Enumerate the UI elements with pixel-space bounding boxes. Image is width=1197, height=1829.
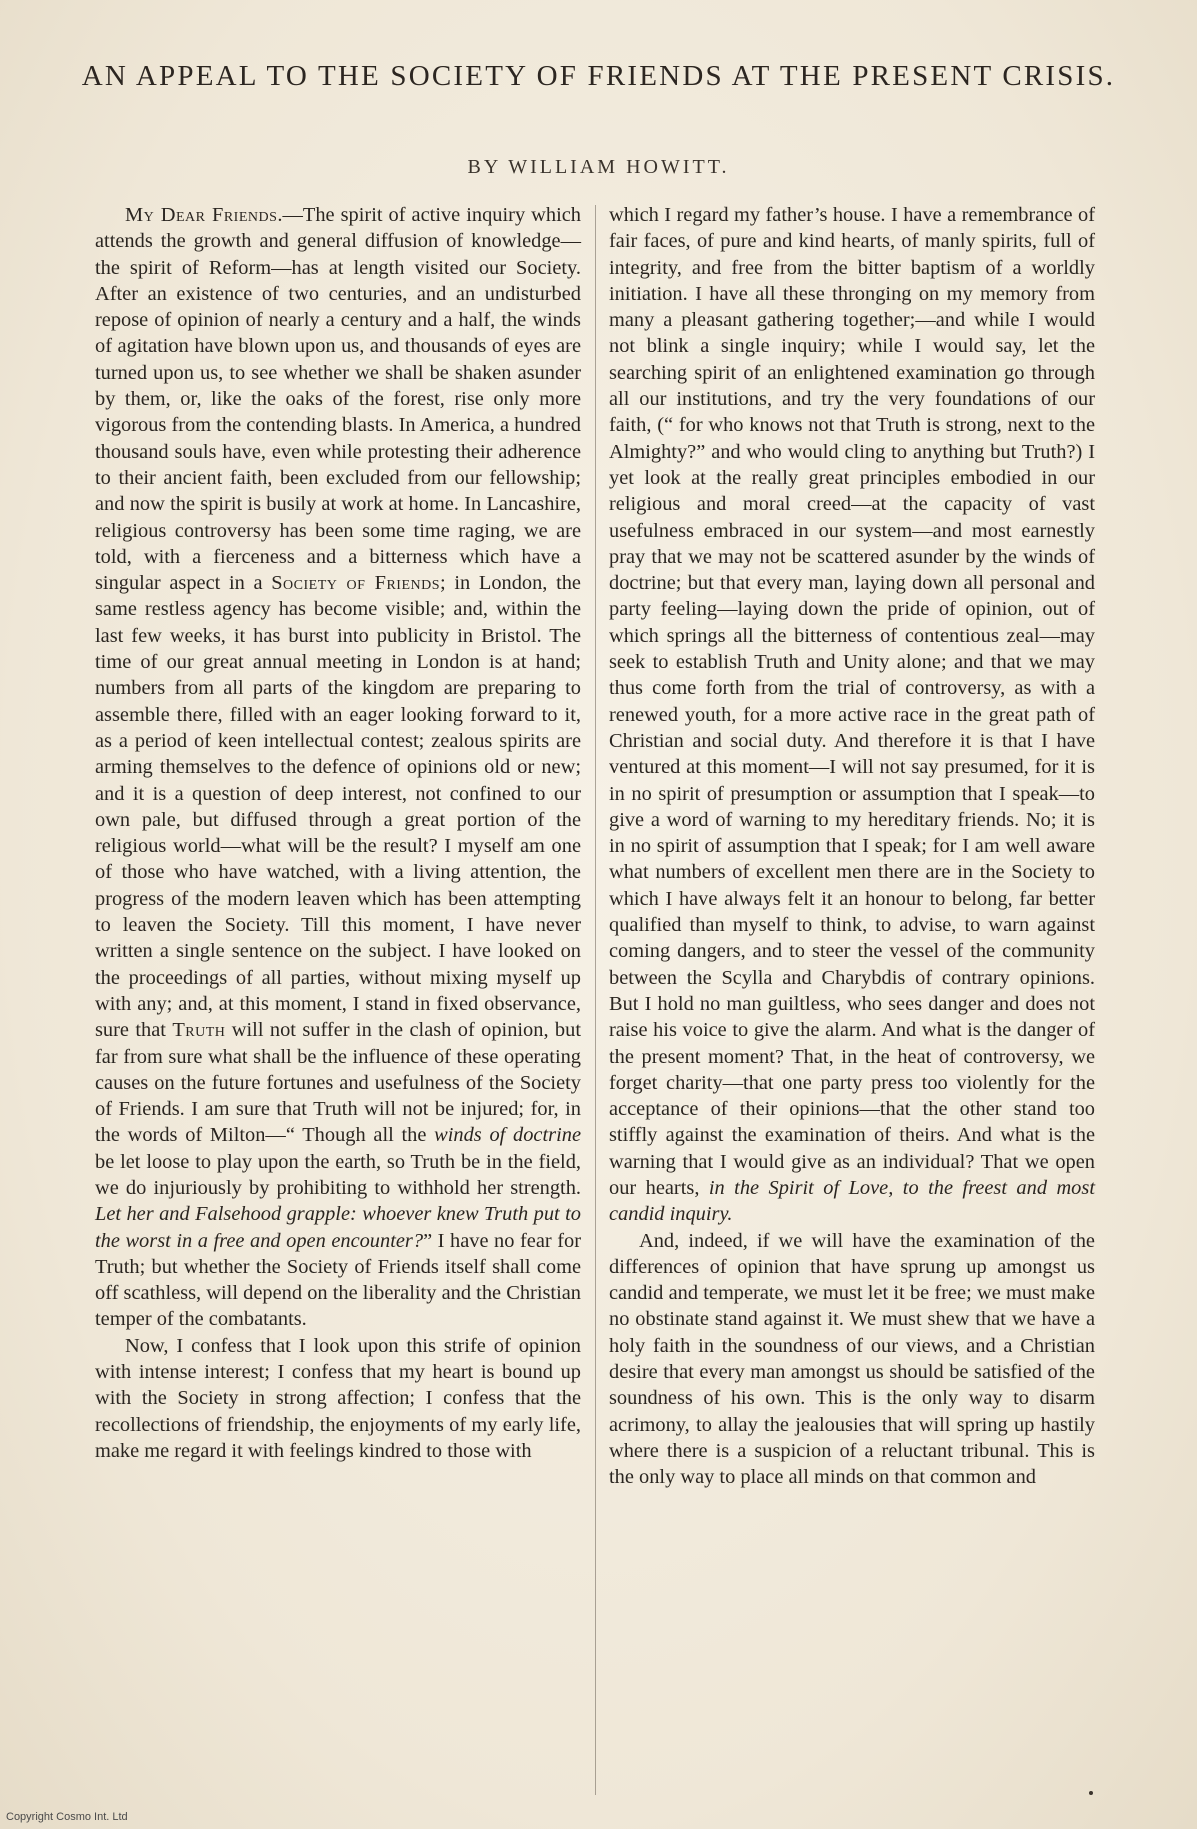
- column-divider: [595, 205, 596, 1795]
- paragraph-3: [609, 202, 1095, 1228]
- winds-of-doctrine-italic: winds of doctrine: [434, 1124, 581, 1147]
- paragraph-1-text-2: ; in London, the same restless agency has become visible; and, within the last few weeks, it has burst into publicity in Bristol. The time of our great annual meeting in London is at hand; numbers from all parts of the kingdom are preparing to assemble there, filled with an eager looking forward to it, as a period of keen intellectual contest; zealous spirits are arming themselves to the defence of opinions old or new; and it is a question of deep interest, not confined to our own pale, but diffused through a great portion of the religious world—what will be the result? I myself am one of those who have watched, with a living attention, the progress of the modern leaven which has been attempting to leaven the Society. Till this moment, I have never written a single sentence on the subject. I have looked on the proceedings of all parties, without mixing myself up with any; and, at this moment, I stand in fixed observance, sure that: [95, 572, 581, 1042]
- milton-quote-italic: Let her and Falsehood grapple: whoever knew Truth put to the worst in a free and open encounter?: [95, 1203, 581, 1252]
- paragraph-1: [95, 202, 581, 1333]
- paragraph-3-text-1: which I regard my father’s house. I have a remembrance of fair faces, of pure and kind hearts, of manly spirits, full of integrity, and free from the bitter baptism of a worldly initiation. I have all these thronging on my memory from many a pleasant gathering together;—and while I would not blink a single inquiry; while I would say, let the searching spirit of an enlightened examination go through all our institutions, and try the very foundations of our faith, (“ for who knows not that Truth is strong, next to the Almighty?” and who would cling to anything but Truth?) I yet look at the really great principles embodied in our religious and moral creed—at the capacity of vast usefulness embraced in our system—and most earnestly pray that we may not be scattered asunder by the winds of doctrine; but that every man, laying down all personal and party feeling—laying down the pride of opinion, out of which springs all the bitterness of contentious zeal—may seek to establish Truth and Unity alone; and that we may thus come forth from the trial of controversy, as with a renewed youth, for a more active race in the great path of Christian and social duty. And therefore it is that I have ventured at this moment—I will not say presumed, for it is in no spirit of presumption or assumption that I speak—to give a word of warning to my hereditary friends. No; it is in no spirit of assumption that I speak; for I am well aware what numbers of excellent men there are in the Society to which I have always felt it an honour to belong, far better qualified than myself to think, to advise, to warn against coming dangers, and to steer the vessel of the community between the Scylla and Charybdis of contrary opinions. But I hold no man guiltless, who sees danger and does not raise his voice to give the alarm. And what is the danger of the present moment? That, in the heat of controversy, we forget charity—that one party press too violently for the acceptance of their opinions—that the other stand too stiffly against the examination of theirs. And what is the warning that I would give as an individual? That we open our hearts,: [609, 204, 1095, 1199]
- paragraph-2: Now, I confess that I look upon this strife of opinion with intense interest; I confess that my heart is bound up with the Society in strong affection; I confess that the recollections of friendship, the enjoyments of my early life, make me regard it with feelings kindred to those with: [95, 1334, 581, 1462]
- paragraph-1-text-4: be let loose to play upon the earth, so Truth be in the field, we do injuriously by prohibiting to withhold her strength.: [95, 1150, 581, 1199]
- spirit-of-love-italic: in the Spirit of Love, to the freest and most candid inquiry.: [609, 1176, 1095, 1226]
- truth-smallcaps: Truth: [172, 1019, 226, 1042]
- paragraph-1-text-5: ” I have no fear for Truth; but whether the Society of Friends itself shall come off scathless, will depend on the liberality and the Christian temper of the combatants.: [95, 1229, 581, 1331]
- copyright-notice: Copyright Cosmo Int. Ltd: [6, 1811, 128, 1823]
- left-column: [95, 202, 581, 1464]
- article-byline: BY WILLIAM HOWITT.: [467, 156, 730, 178]
- paragraph-1-text-3: will not suffer in the clash of opinion, but far from sure what shall be the influence of these operating causes on the future fortunes and usefulness of the Society of Friends. I am sure that Truth will not be injured; for, in the words of Milton—“ Though all the: [95, 1019, 581, 1147]
- paragraph-1-text-1: .—The spirit of active inquiry which attends the growth and general diffusion of knowledge—the spirit of Reform—has at length visited our Society. After an existence of two centuries, and an undisturbed repose of opinion of nearly a century and a half, the winds of agitation have blown upon us, and thousands of eyes are turned upon us, to see whether we shall be shaken asunder by them, or, like the oaks of the forest, rise only more vigorous from the contending blasts. In America, a hundred thousand souls have, even while protesting their adherence to their ancient faith, been excluded from our fellowship; and now the spirit is busily at work at home. In Lancashire, religious controversy has been some time raging, we are told, with a fierceness and a bitterness which have a singular aspect in a: [95, 204, 581, 595]
- society-of-friends-smallcaps: Society of Friends: [271, 572, 441, 595]
- article-title: AN APPEAL TO THE SOCIETY OF FRIENDS AT THE PRESENT CRISIS.: [81, 60, 1116, 92]
- salutation: My Dear Friends: [125, 204, 278, 226]
- paragraph-4: And, indeed, if we will have the examination of the differences of opinion that have sprung up amongst us candid and temperate, we must let it be free; we must make no obstinate stand against it. We must shew that we have a holy faith in the soundness of our views, and a Christian desire that every man amongst us should be satisfied of the soundness of his own. This is the only way to disarm acrimony, to allay the jealousies that will spring up hastily where there is a suspicion of a reluctant tribunal. This is the only way to place all minds on that common and: [609, 1229, 1095, 1489]
- right-column: [609, 202, 1095, 1491]
- printer-mark: [1089, 1791, 1093, 1795]
